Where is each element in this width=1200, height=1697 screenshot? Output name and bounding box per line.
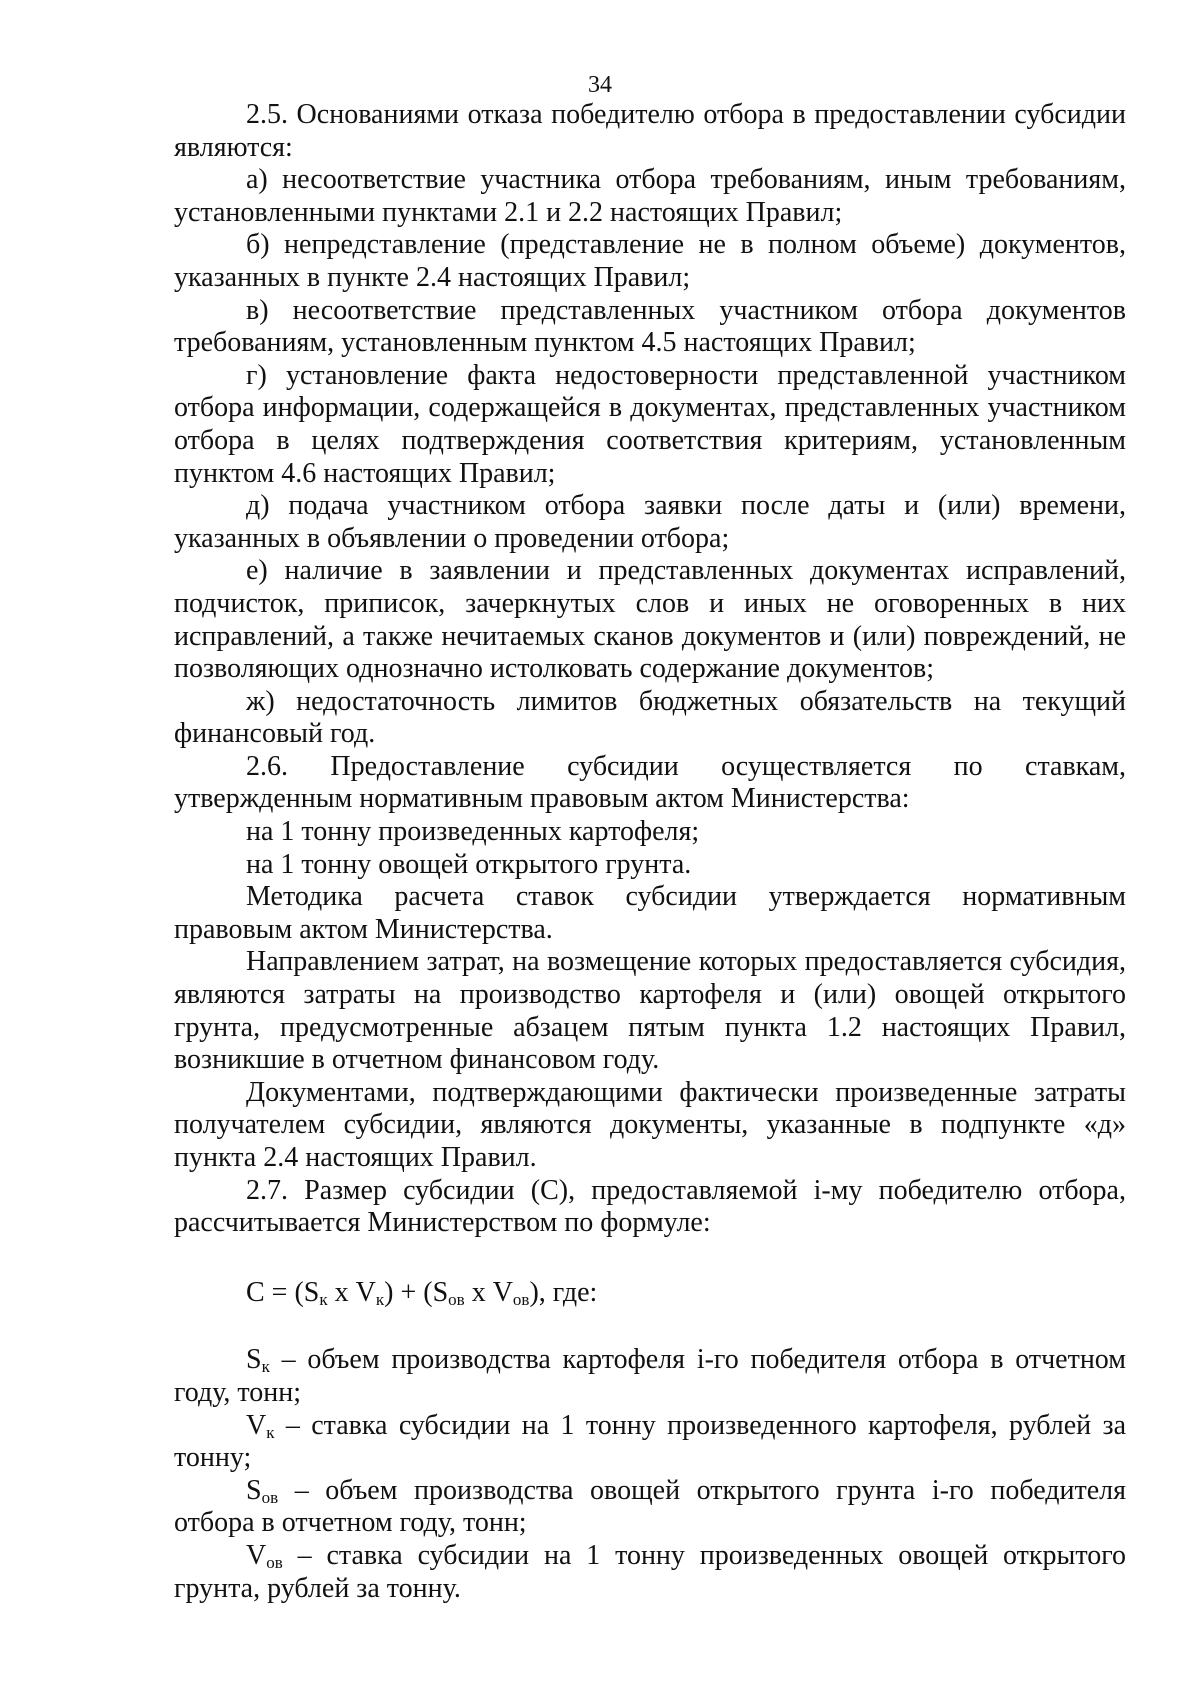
paragraph-2-6: 2.6. Предоставление субсидии осуществляется по ставкам, утвержденным нормативным правовым актом Министерства: <box>174 750 1126 815</box>
definition-symbol: V <box>246 1539 267 1571</box>
definition-symbol: S <box>246 1474 262 1506</box>
paragraph-g: г) установление факта недостоверности представленной участником отбора информации, содержащейся в документах, представленных участником отбора в целях подтверждения соответствия критериям, установленным пунктом 4.6 настоящих Правил; <box>174 359 1126 489</box>
page-number: 34 <box>588 72 612 98</box>
formula-lhs: С = (S <box>246 1276 320 1308</box>
definition-subscript: ов <box>266 1552 283 1572</box>
paragraph-cost-direction: Направлением затрат, на возмещение которых предоставляется субсидия, являются затраты на производство картофеля и (или) овощей открытого грунта, предусмотренные абзацем пятым пункта 1.2 настоящих Правил, возникшие в отчетном финансовом году. <box>174 946 1126 1076</box>
definition-subscript: к <box>266 1422 275 1442</box>
paragraph-vegetable-rate: на 1 тонну овощей открытого грунта. <box>246 848 692 880</box>
paragraph-2-5: 2.5. Основаниями отказа победителю отбора в предоставлении субсидии являются: <box>174 99 1126 163</box>
formula-subscript-k: к <box>375 1289 385 1309</box>
paragraph-methodology: Методика расчета ставок субсидии утверждается нормативным правовым актом Министерства. <box>174 881 1126 945</box>
definition-subscript: к <box>261 1357 270 1377</box>
paragraph-2-7: 2.7. Размер субсидии (С), предоставляемой i-му победителю отбора, рассчитывается Министерством по формуле: <box>174 1174 1126 1239</box>
definition-sk <box>174 1344 1126 1409</box>
formula-subscript-k: к <box>319 1289 328 1309</box>
paragraph-supporting-documents: Документами, подтверждающими фактически произведенные затраты получателем субсидии, являются документы, указанные в подпункте «д» пункта 2.4 настоящих Правил. <box>174 1076 1126 1173</box>
paragraph-a: а) несоответствие участника отбора требованиям, иным требованиям, установленными пунктами 2.1 и 2.2 настоящих Правил; <box>174 164 1126 228</box>
subsidy-formula <box>174 1277 1126 1310</box>
definition-text: – ставка субсидии на 1 тонну произведенных овощей открытого грунта, рублей за тонну. <box>174 1539 1126 1604</box>
paragraph-potato-rate: на 1 тонну произведенных картофеля; <box>246 816 700 848</box>
paragraph-d: д) подача участником отбора заявки после даты и (или) времени, указанных в объявлении о проведении отбора; <box>174 490 1126 554</box>
definition-text: – ставка субсидии на 1 тонну произведенного картофеля, рублей за тонну; <box>174 1409 1126 1474</box>
paragraph-e: е) наличие в заявлении и представленных документах исправлений, подчисток, приписок, зачеркнутых слов и иных не оговоренных в них исправлений, а также нечитаемых сканов документов и (или) повреждений, не позволяющих однозначно истолковать содержание документов; <box>174 555 1126 685</box>
definition-text: – объем производства овощей открытого грунта i-го победителя отбора в отчетном году, тонн; <box>174 1474 1126 1539</box>
paragraph-b: б) непредставление (представление не в полном объеме) документов, указанных в пункте 2.4 настоящих Правил; <box>174 229 1126 293</box>
definition-text: – объем производства картофеля i-го победителя отбора в отчетном году, тонн; <box>174 1344 1126 1408</box>
formula-tail: ), где: <box>529 1276 598 1308</box>
document-body <box>174 99 1126 1605</box>
definition-vov <box>174 1540 1126 1605</box>
definition-subscript: ов <box>261 1487 279 1507</box>
paragraph-zh: ж) недостаточность лимитов бюджетных обязательств на текущий финансовый год. <box>174 685 1126 750</box>
paragraph-v: в) несоответствие представленных участником отбора документов требованиям, установленным пунктом 4.5 настоящих Правил; <box>174 294 1126 359</box>
formula-subscript-ov: ов <box>512 1289 530 1309</box>
definition-symbol: S <box>246 1344 262 1376</box>
formula-mid-1: х V <box>327 1276 376 1308</box>
definition-sov <box>174 1475 1126 1540</box>
formula-mid-3: х V <box>464 1276 513 1308</box>
formula-mid-2: ) + (S <box>384 1276 449 1308</box>
formula-subscript-ov: ов <box>448 1289 465 1309</box>
definition-vk <box>174 1410 1126 1475</box>
definition-symbol: V <box>246 1409 267 1441</box>
